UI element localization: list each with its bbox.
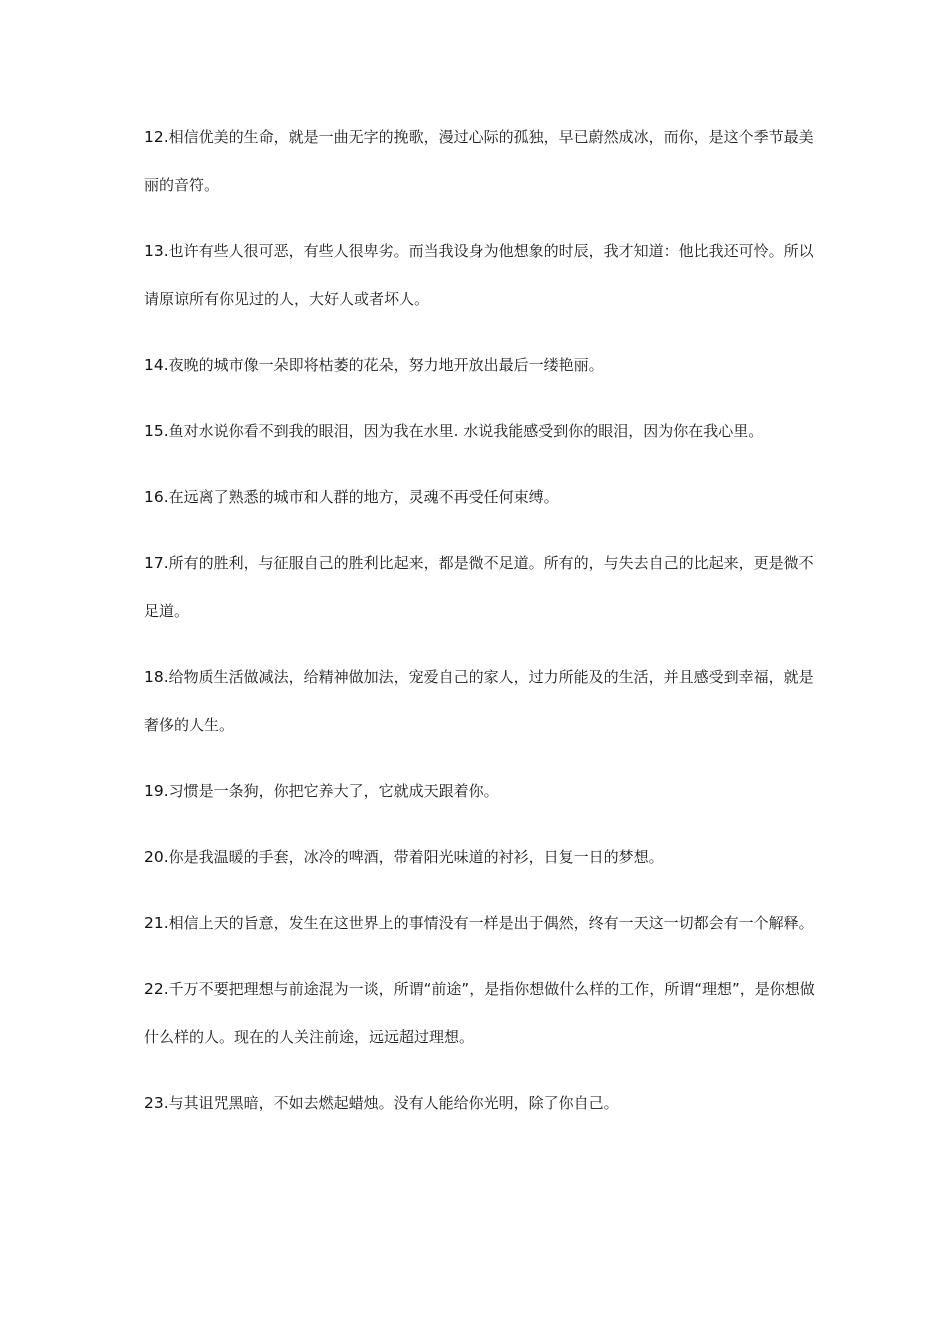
quote-number: 21. xyxy=(144,914,169,932)
quote-entry-16 xyxy=(144,473,824,521)
quote-text: 你是我温暖的手套，冰冷的啤酒，带着阳光味道的衬衫，日复一日的梦想。 xyxy=(168,848,664,866)
quote-entry-14 xyxy=(144,341,824,389)
quote-text: 相信优美的生命，就是一曲无字的挽歌，漫过心际的孤独，早已蔚然成冰，而你，是这个季节最美丽的音符。 xyxy=(144,128,814,194)
quote-text: 与其诅咒黑暗，不如去燃起蜡烛。没有人能给你光明，除了你自己。 xyxy=(168,1094,619,1112)
quote-number: 13. xyxy=(144,242,169,260)
quote-text: 在远离了熟悉的城市和人群的地方，灵魂不再受任何束缚。 xyxy=(168,488,559,506)
quote-text: 相信上天的旨意，发生在这世界上的事情没有一样是出于偶然，终有一天这一切都会有一个解释。 xyxy=(168,914,814,932)
quote-number: 22. xyxy=(144,980,169,998)
quote-entry-18 xyxy=(144,653,824,749)
quote-list xyxy=(144,113,824,1145)
quote-number: 12. xyxy=(144,128,169,146)
quote-entry-15 xyxy=(144,407,824,455)
quote-number: 15. xyxy=(144,422,169,440)
quote-text: 所有的胜利，与征服自己的胜利比起来，都是微不足道。所有的，与失去自己的比起来，更是微不足道。 xyxy=(144,554,814,620)
quote-entry-20 xyxy=(144,833,824,881)
quote-number: 23. xyxy=(144,1094,169,1112)
quote-text: 夜晚的城市像一朵即将枯萎的花朵，努力地开放出最后一缕艳丽。 xyxy=(168,356,604,374)
quote-number: 19. xyxy=(144,782,169,800)
quote-text: 千万不要把理想与前途混为一谈，所谓“前途”，是指你想做什么样的工作，所谓“理想”，是你想做什么样的人。现在的人关注前途，远远超过理想。 xyxy=(144,980,815,1046)
quote-text: 也许有些人很可恶，有些人很卑劣。而当我设身为他想象的时辰，我才知道：他比我还可怜。所以请原谅所有你见过的人，大好人或者坏人。 xyxy=(144,242,814,308)
quote-number: 20. xyxy=(144,848,169,866)
quote-entry-13 xyxy=(144,227,824,323)
quote-number: 18. xyxy=(144,668,169,686)
quote-text: 鱼对水说你看不到我的眼泪，因为我在水里. 水说我能感受到你的眼泪，因为你在我心里。 xyxy=(168,422,764,440)
quote-entry-19 xyxy=(144,767,824,815)
quote-text: 习惯是一条狗，你把它养大了，它就成天跟着你。 xyxy=(168,782,499,800)
quote-number: 14. xyxy=(144,356,169,374)
quote-number: 16. xyxy=(144,488,169,506)
quote-entry-12 xyxy=(144,113,824,209)
quote-entry-17 xyxy=(144,539,824,635)
quote-entry-21 xyxy=(144,899,824,947)
quote-text: 给物质生活做减法，给精神做加法，宠爱自己的家人，过力所能及的生活，并且感受到幸福，就是奢侈的人生。 xyxy=(144,668,814,734)
quote-number: 17. xyxy=(144,554,169,572)
quote-entry-23 xyxy=(144,1079,824,1127)
quote-entry-22 xyxy=(144,965,824,1061)
